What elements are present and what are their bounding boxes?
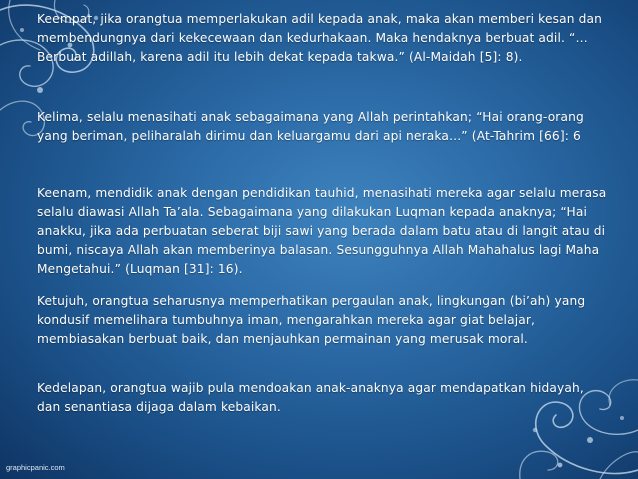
paragraph-keenam: Keenam, mendidik anak dengan pendidikan tauhid, menasihati mereka agar selalu merasa selalu diawasi Allah Ta’ala. Sebagaimana yang dilakukan Luqman kepada anaknya; “Hai anakku, jika ada perbuatan seberat biji sawi yang berada dalam batu atau di langit atau di bumi, niscaya Allah akan memberinya balasan. Sesungguhnya Allah Mahahalus lagi Maha Mengetahui.” (Luqman [31]: 16). xyxy=(37,186,607,276)
paragraph-keempat: Keempat, jika orangtua memperlakukan adil kepada anak, maka akan memberi kesan dan membendungnya dari kekecewaan dan kedurhakaan. Maka hendaknya berbuat adil. “…Berbuat adillah, karena adil itu lebih dekat kepada takwa.” (Al-Maidah [5]: 8). xyxy=(37,12,602,64)
paragraph-kelima: Kelima, selalu menasihati anak sebagaimana yang Allah perintahkan; “Hai orang-orang yang beriman, peliharalah dirimu dan keluargamu dari api neraka…” (At-Tahrim [66]: 6 xyxy=(37,110,584,143)
paragraph-kedelapan: Kedelapan, orangtua wajib pula mendoakan anak-anaknya agar mendapatkan hidayah, dan senantiasa dijaga dalam kebaikan. xyxy=(37,381,584,414)
paragraph-ketujuh: Ketujuh, orangtua seharusnya memperhatikan pergaulan anak, lingkungan (bi’ah) yang kondusif memelihara tumbuhnya iman, mengarahkan mereka agar giat belajar, membiasakan berbuat baik, dan menjauhkan permainan yang merusak moral. xyxy=(37,294,586,346)
footer-credit: graphicpanic.com xyxy=(6,463,65,472)
